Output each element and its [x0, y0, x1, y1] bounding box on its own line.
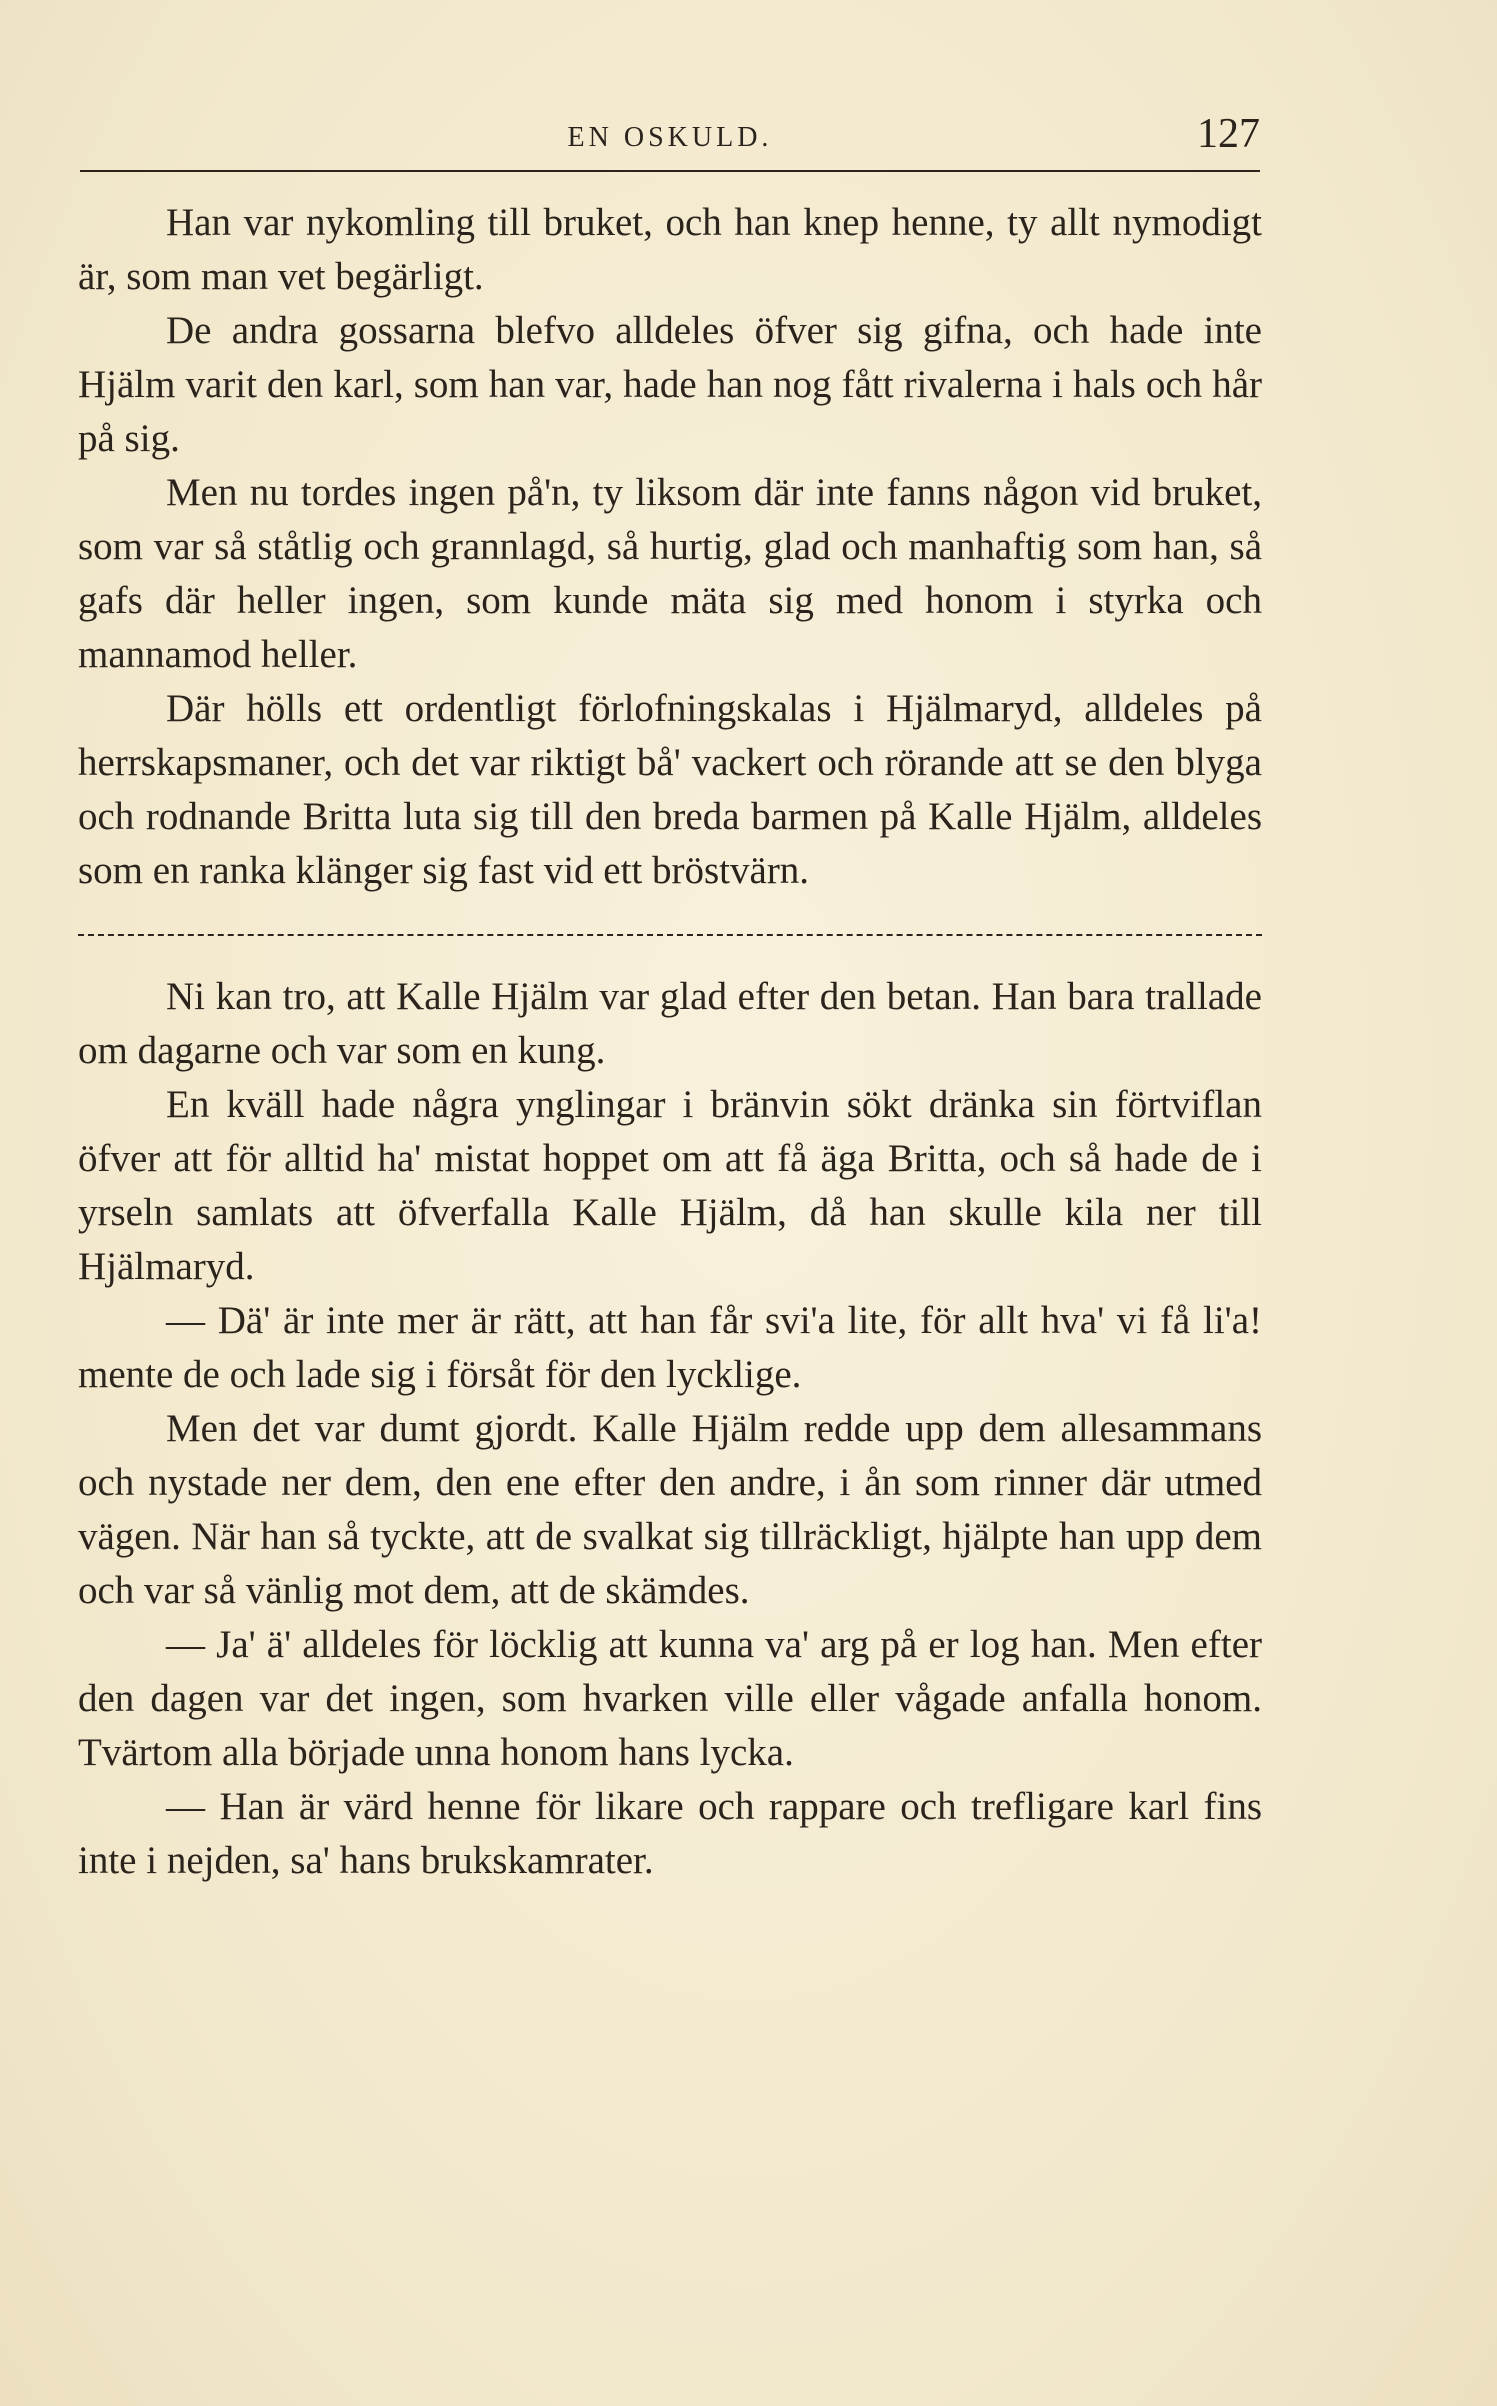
body-text [78, 196, 1262, 1888]
paragraph: En kväll hade några ynglingar i bränvin sökt dränka sin förtviflan öfver att för alltid ha' mistat hoppet om att få äga Britta, och så hade de i yrseln samlats att öfverfalla Kalle Hjälm, då han skulle kila ner till Hjälmaryd. [78, 1083, 1262, 1288]
running-title: EN OSKULD. [567, 122, 773, 153]
paragraph: Han var nykomling till bruket, och han knep henne, ty allt nymodigt är, som man vet begärligt. [78, 201, 1262, 298]
header-rule [80, 170, 1260, 172]
paragraph: Ni kan tro, att Kalle Hjälm var glad efter den betan. Han bara trallade om dagarne och var som en kung. [78, 975, 1262, 1072]
paragraph: — Ja' ä' alldeles för löcklig att kunna va' arg på er log han. Men efter den dagen var det ingen, som hvarken ville eller vågade anfalla honom. Tvärtom alla började unna honom hans lycka. [78, 1623, 1262, 1774]
paragraph: De andra gossarna blefvo alldeles öfver sig gifna, och hade inte Hjälm varit den karl, som han var, hade han nog fått rivalerna i hals och hår på sig. [78, 309, 1262, 460]
paragraph: Men nu tordes ingen på'n, ty liksom där inte fanns någon vid bruket, som var så ståtlig och grannlagd, så hurtig, glad och manhaftig som han, så gafs där heller ingen, som kunde mäta sig med honom i styrka och mannamod heller. [78, 471, 1262, 676]
paragraph: Men det var dumt gjordt. Kalle Hjälm redde upp dem allesammans och nystade ner dem, den ene efter den andre, i ån som rinner där utmed vägen. När han så tyckte, att de svalkat sig tillräckligt, hjälpte han upp dem och var så vänlig mot dem, att de skämdes. [78, 1407, 1262, 1612]
paragraph: Där hölls ett ordentligt förlofningskalas i Hjälmaryd, alldeles på herrskapsmaner, och det var riktigt bå' vackert och rörande att se den blyga och rodnande Britta luta sig till den breda barmen på Kalle Hjälm, alldeles som en ranka klänger sig fast vid ett bröstvärn. [78, 687, 1262, 892]
page-number: 127 [1197, 111, 1260, 157]
section-divider [78, 898, 1262, 970]
page-header [80, 110, 1260, 170]
paragraph: — Han är värd henne för likare och rappare och trefligare karl fins inte i nejden, sa' hans brukskamrater. [78, 1785, 1262, 1882]
paragraph: — Dä' är inte mer är rätt, att han får svi'a lite, för allt hva' vi få li'a! mente de och lade sig i försåt för den lycklige. [78, 1299, 1262, 1396]
